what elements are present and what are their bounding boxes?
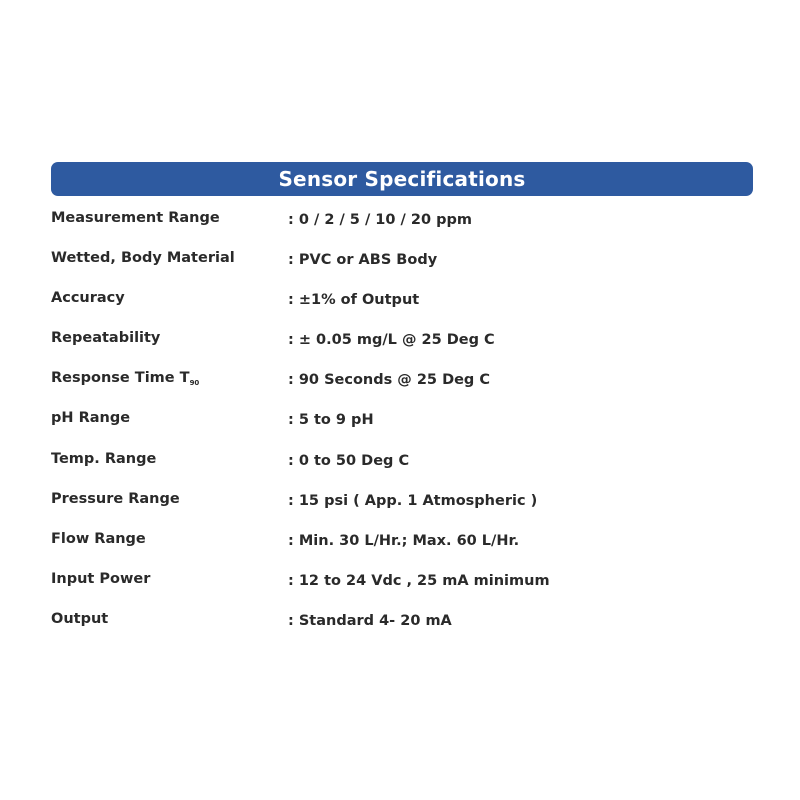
spec-value: : Standard 4- 20 mA [288, 612, 452, 629]
spec-label: Accuracy [51, 290, 125, 307]
spec-row-wetted-body-material [51, 244, 753, 284]
spec-row-flow-range [51, 525, 753, 565]
spec-row-pressure-range [51, 485, 753, 525]
spec-header-bar [51, 162, 753, 196]
spec-value: : PVC or ABS Body [288, 252, 438, 269]
spec-row-ph-range [51, 404, 753, 444]
spec-row-measurement-range [51, 204, 753, 244]
spec-row-accuracy [51, 284, 753, 324]
spec-label: Output [51, 610, 109, 627]
spec-label: Measurement Range [51, 210, 220, 226]
spec-value: : ±1% of Output [288, 292, 420, 309]
spec-value: : Min. 30 L/Hr.; Max. 60 L/Hr. [288, 532, 520, 549]
spec-label: Flow Range [51, 530, 146, 547]
spec-value: : 12 to 24 Vdc , 25 mA minimum [288, 572, 550, 589]
spec-list [51, 204, 753, 645]
spec-label: Wetted, Body Material [51, 250, 235, 267]
spec-label: pH Range [51, 410, 131, 427]
spec-value: : 15 psi ( App. 1 Atmospheric ) [288, 492, 538, 509]
spec-row-input-power [51, 565, 753, 605]
spec-row-response-time [51, 364, 753, 404]
spec-label: Response Time $T_{90}$ [51, 370, 200, 388]
spec-row-repeatability [51, 324, 753, 364]
spec-label-subscript: 90 [189, 379, 200, 388]
spec-header-title: Sensor Specifications [278, 167, 526, 191]
spec-value: : 0 to 50 Deg C [288, 452, 410, 469]
spec-row-output [51, 605, 753, 645]
spec-value: : 5 to 9 pH [288, 412, 374, 429]
spec-label: Temp. Range [51, 450, 157, 467]
spec-label: Input Power [51, 570, 151, 587]
spec-value: : 0 / 2 / 5 / 10 / 20 ppm [288, 212, 472, 228]
spec-row-temp-range [51, 445, 753, 485]
spec-label: Pressure Range [51, 490, 180, 507]
spec-value: : 90 Seconds @ 25 Deg C [288, 372, 491, 389]
spec-value: : ± 0.05 mg/L @ 25 Deg C [288, 332, 495, 349]
spec-label: Repeatability [51, 330, 161, 347]
